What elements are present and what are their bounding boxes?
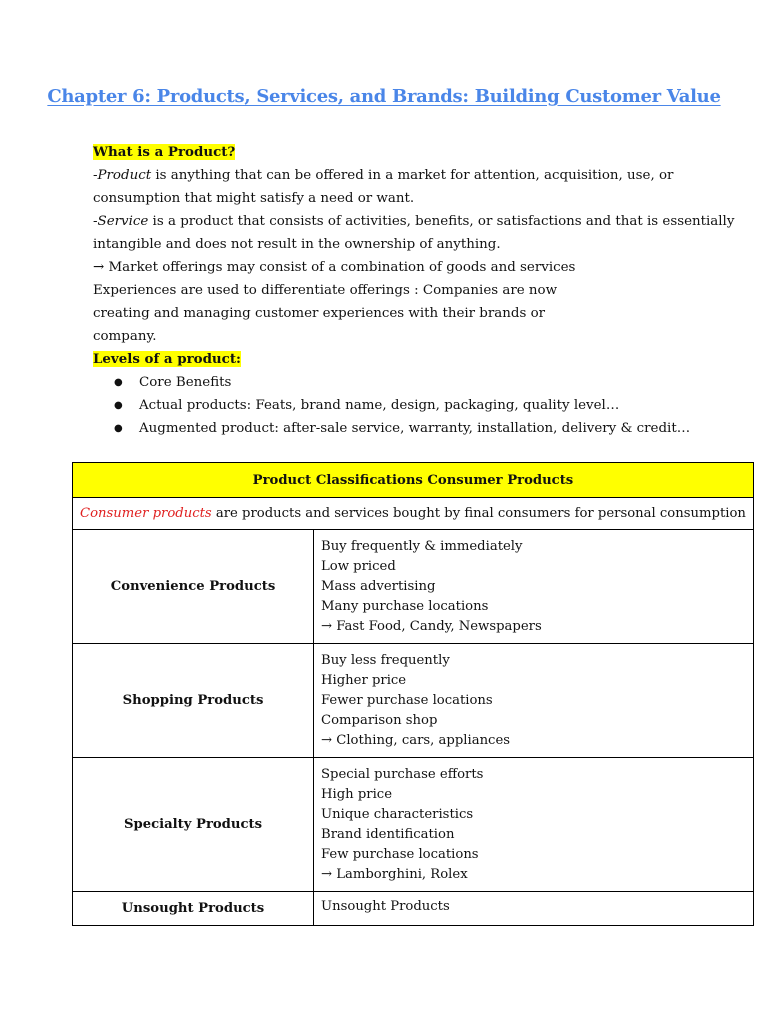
row-description-convenience — [314, 530, 754, 644]
levels-heading-line — [93, 348, 713, 371]
experiences-line-2: creating and managing customer experiences with their brands or — [93, 306, 546, 321]
section-heading-what-is-product: What is a Product? — [93, 144, 236, 160]
row-description-unsought — [314, 892, 754, 926]
service-definition-line-1 — [93, 210, 735, 233]
body-text — [93, 141, 735, 440]
description-line: Comparison shop — [321, 713, 438, 728]
row-name-unsought: Unsought Products — [73, 892, 314, 926]
product-definition-line-2: consumption that might satisfy a need or want. — [93, 191, 415, 206]
section-heading-line — [93, 141, 713, 164]
consumer-products-term: Consumer products — [80, 506, 212, 521]
row-description-specialty — [314, 758, 754, 892]
row-name-specialty: Specialty Products — [73, 758, 314, 892]
description-line: Fewer purchase locations — [321, 693, 493, 708]
description-line: → Clothing, cars, appliances — [321, 733, 511, 748]
table-row — [73, 758, 754, 892]
table-definition-cell — [73, 498, 754, 530]
experiences-line-1: Experiences are used to differentiate offerings : Companies are now — [93, 283, 558, 298]
service-term: -Service — [93, 214, 149, 229]
table-header-cell: Product Classifications Consumer Products — [73, 463, 754, 498]
service-definition-text: is a product that consists of activities, benefits, or satisfactions and that is essentially — [148, 214, 735, 229]
classification-table — [72, 462, 754, 926]
service-definition-line-2: intangible and does not result in the ownership of anything. — [93, 237, 501, 252]
description-line: Many purchase locations — [321, 599, 489, 614]
description-line: High price — [321, 787, 392, 802]
list-item: ● Augmented product: after-sale service, warranty, installation, delivery & credit… — [93, 417, 713, 440]
list-item: ● Actual products: Feats, brand name, design, packaging, quality level… — [93, 394, 713, 417]
description-line: Low priced — [321, 559, 396, 574]
section-heading-levels: Levels of a product: — [93, 351, 241, 367]
row-name-shopping: Shopping Products — [73, 644, 314, 758]
description-line: Special purchase efforts — [321, 767, 484, 782]
description-line: Unsought Products — [321, 898, 450, 914]
consumer-products-definition: are products and services bought by final consumers for personal consumption — [211, 506, 746, 521]
levels-bullet-list — [93, 371, 713, 440]
description-line: → Lamborghini, Rolex — [321, 867, 468, 882]
product-term: -Product — [93, 168, 152, 183]
product-definition-text: is anything that can be offered in a market for attention, acquisition, use, or — [151, 168, 674, 183]
table-row — [73, 892, 754, 926]
row-name-convenience: Convenience Products — [73, 530, 314, 644]
description-line: Few purchase locations — [321, 847, 479, 862]
description-line: Buy less frequently — [321, 653, 450, 668]
table-header-row — [73, 463, 754, 498]
description-line: → Fast Food, Candy, Newspapers — [321, 619, 542, 634]
table-definition-row — [73, 498, 754, 530]
list-item: ● Core Benefits — [93, 371, 713, 394]
description-line: Unique characteristics — [321, 807, 474, 822]
description-line: Buy frequently & immediately — [321, 539, 523, 554]
product-definition-line-1 — [93, 164, 713, 187]
row-description-shopping — [314, 644, 754, 758]
description-line: Brand identification — [321, 827, 455, 842]
description-line: Mass advertising — [321, 579, 436, 594]
experiences-line-3: company. — [93, 329, 157, 344]
table-row — [73, 644, 754, 758]
table-row — [73, 530, 754, 644]
market-offerings-line: → Market offerings may consist of a combination of goods and services — [93, 260, 576, 275]
description-line: Higher price — [321, 673, 407, 688]
page-title: Chapter 6: Products, Services, and Brands: Building Customer Value — [47, 86, 721, 107]
